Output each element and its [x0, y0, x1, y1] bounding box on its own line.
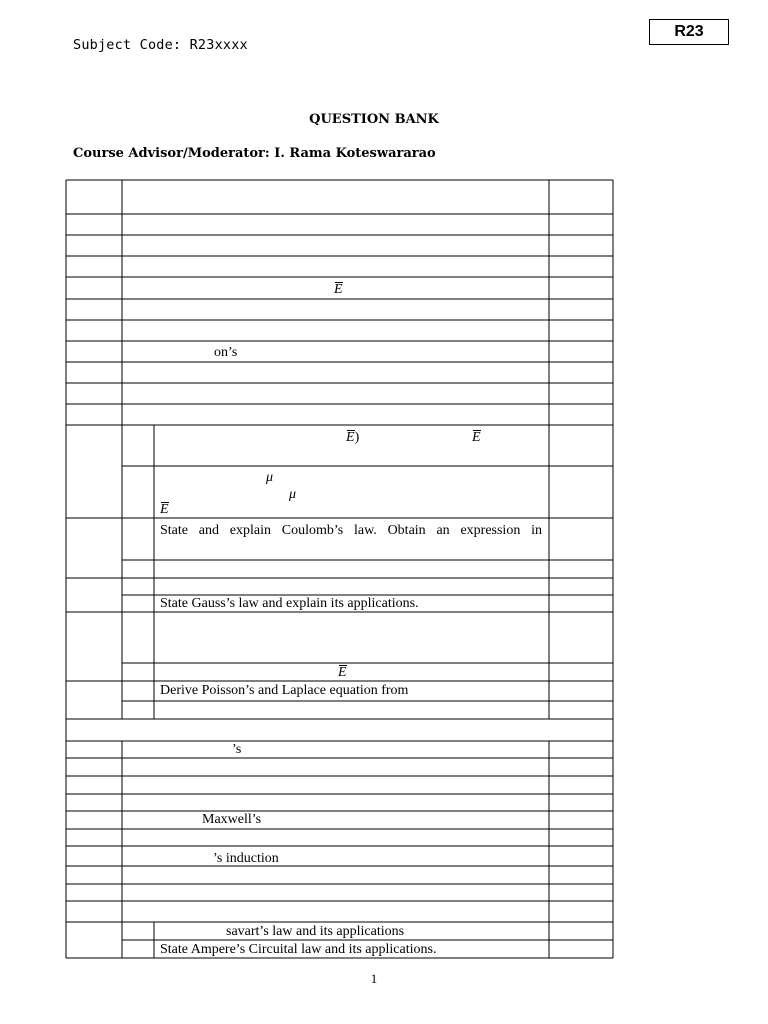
cell-text-ons: on’s: [214, 345, 238, 360]
e-field-symbol: E: [472, 430, 481, 445]
e-field-symbol: E: [338, 665, 347, 680]
closing-paren: ): [354, 430, 360, 445]
page-number: 1: [370, 971, 378, 986]
e-field-symbol: E): [346, 430, 360, 445]
page-title: QUESTION BANK: [309, 112, 439, 127]
regulation-badge: R23: [649, 19, 729, 45]
cell-text-induction: ’s induction: [213, 851, 279, 866]
question-gauss: State Gauss’s law and explain its applications.: [160, 596, 419, 611]
cell-text-maxwell: Maxwell’s: [202, 812, 262, 827]
mu-symbol: μ: [266, 470, 274, 485]
e-field-symbol: E: [334, 282, 343, 297]
course-advisor: Course Advisor/Moderator: I. Rama Koteswararao: [73, 146, 436, 161]
question-ampere: State Ampere’s Circuital law and its applications.: [160, 942, 437, 957]
mu-symbol: μ: [289, 487, 297, 502]
subject-code: Subject Code: R23xxxx: [73, 37, 248, 53]
e-field-symbol: E: [160, 502, 169, 517]
question-coulomb: State and explain Coulomb’s law. Obtain an expression in: [160, 523, 542, 538]
question-savart: savart’s law and its applications: [226, 924, 405, 939]
question-poisson: Derive Poisson’s and Laplace equation from: [160, 683, 409, 698]
cell-text-apostrophe-s: ’s: [232, 742, 242, 757]
